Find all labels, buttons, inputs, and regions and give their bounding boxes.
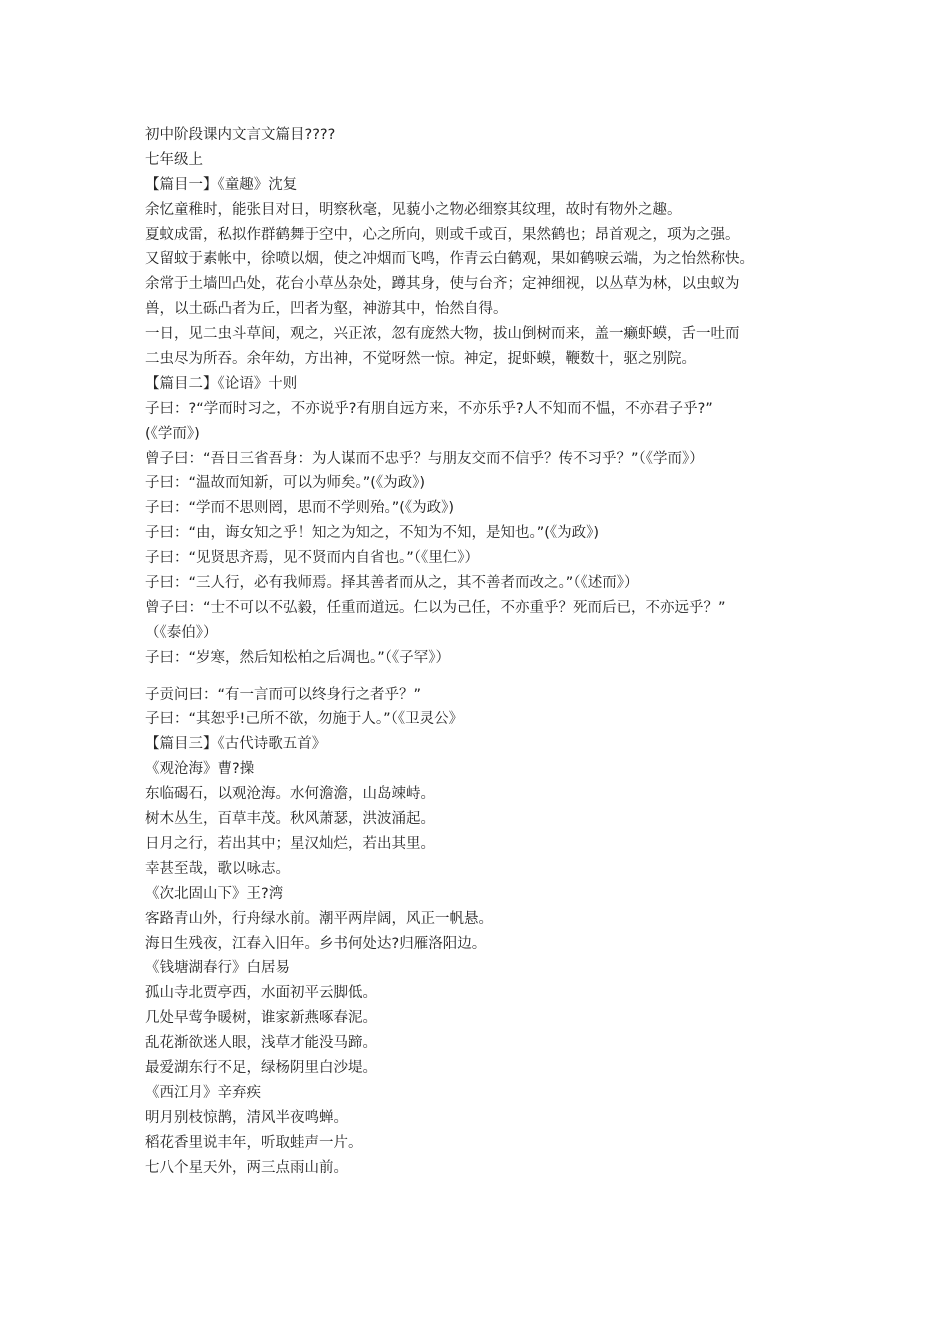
text-line: 子贡问曰：“有一言而可以终身行之者乎？” (145, 686, 422, 703)
text-line: 兽，以土砾凸者为丘，凹者为壑，神游其中，怡然自得。 (145, 301, 508, 318)
text-line: 子曰：“三人行，必有我师焉。择其善者而从之，其不善者而改之。”（《述而》） (145, 575, 639, 592)
poem-line: 客路青山外，行舟绿水前。潮平两岸阔，风正一帆悬。 (145, 910, 493, 927)
poem-line: 东临碣石，以观沧海。水何澹澹，山岛竦峙。 (145, 786, 435, 803)
paragraph-gap (145, 671, 835, 683)
poem-title: 《观沧海》曹?操 (145, 761, 255, 778)
text-line: 曾子曰：“吾日三省吾身：为人谋而不忠乎？与朋友交而不信乎？传不习乎？”（《学而》） (145, 450, 704, 467)
poem-line: 幸甚至哉，歌以咏志。 (145, 860, 290, 877)
text-line: 余常于土墙凹凸处，花台小草丛杂处，蹲其身，使与台齐；定神细视，以丛草为林，以虫蚁为 (145, 276, 740, 293)
text-line: 曾子曰：“士不可以不弘毅，任重而道远。仁以为己任，不亦重乎？死而后已，不亦远乎？” (145, 599, 726, 616)
text-line: 子曰：?“学而时习之，不亦说乎?有朋自远方来，不亦乐乎?人不知而不愠，不亦君子乎?” (145, 400, 713, 417)
text-line: 子曰：“岁寒，然后知松柏之后凋也。”（《子罕》） (145, 649, 451, 666)
text-line: 二虫尽为所吞。余年幼，方出神，不觉呀然一惊。神定，捉虾蟆，鞭数十，驱之别院。 (145, 351, 696, 368)
document-body (145, 123, 835, 1180)
text-line: 一日，见二虫斗草间，观之，兴正浓，忽有庞然大物，拔山倒树而来，盖一癞虾蟆，舌一吐而 (145, 326, 740, 343)
poem-line: 乱花渐欲迷人眼，浅草才能没马蹄。 (145, 1035, 377, 1052)
poem-title: 《西江月》辛弃疾 (145, 1084, 261, 1101)
section-heading-2: 【篇目二】《论语》十则 (145, 375, 298, 392)
text-line: 子曰：“学而不思则罔，思而不学则殆。”(《为政》) (145, 500, 455, 517)
section-heading-1: 【篇目一】《童趣》沈复 (145, 176, 298, 193)
poem-line: 明月别枝惊鹊，清风半夜鸣蝉。 (145, 1109, 348, 1126)
text-line: 子曰：“由，诲女知之乎！知之为知之，不知为不知，是知也。”(《为政》) (145, 525, 600, 542)
text-line: (《学而》) (145, 425, 200, 442)
poem-line: 海日生残夜，江春入旧年。乡书何处达?归雁洛阳边。 (145, 935, 487, 952)
poem-title: 《钱塘湖春行》白居易 (145, 960, 290, 977)
text-line: 又留蚊于素帐中，徐喷以烟，使之冲烟而飞鸣，作青云白鹤观，果如鹤唳云端，为之怡然称快。 (145, 251, 754, 268)
poem-line: 最爱湖东行不足，绿杨阴里白沙堤。 (145, 1059, 377, 1076)
poem-title: 《次北固山下》王?湾 (145, 885, 284, 902)
poem-line: 稻花香里说丰年，听取蛙声一片。 (145, 1134, 363, 1151)
text-line: （《泰伯》） (145, 624, 218, 641)
text-line: 子曰：“见贤思齐焉，见不贤而内自省也。”（《里仁》） (145, 550, 480, 567)
poem-line: 树木丛生，百草丰茂。秋风萧瑟，洪波涌起。 (145, 811, 435, 828)
section-heading-3: 【篇目三】《古代诗歌五首》 (145, 736, 327, 753)
poem-line: 孤山寺北贾亭西，水面初平云脚低。 (145, 985, 377, 1002)
poem-line: 几处早莺争暖树，谁家新燕啄春泥。 (145, 1010, 377, 1027)
text-line: 余忆童稚时，能张目对日，明察秋毫，见藐小之物必细察其纹理，故时有物外之趣。 (145, 201, 682, 218)
poem-line: 七八个星天外，两三点雨山前。 (145, 1159, 348, 1176)
text-line: 夏蚊成雷，私拟作群鹤舞于空中，心之所向，则或千或百，果然鹤也；昂首观之，项为之强。 (145, 226, 740, 243)
document-title: 初中阶段课内文言文篇目???? (145, 127, 336, 143)
grade-heading: 七年级上 (145, 151, 203, 168)
text-line: 子曰：“其恕乎!己所不欲，勿施于人。”（《卫灵公》 (145, 711, 464, 728)
text-line: 子曰：“温故而知新，可以为师矣。”(《为政》) (145, 475, 426, 492)
poem-line: 日月之行，若出其中；星汉灿烂，若出其里。 (145, 835, 435, 852)
